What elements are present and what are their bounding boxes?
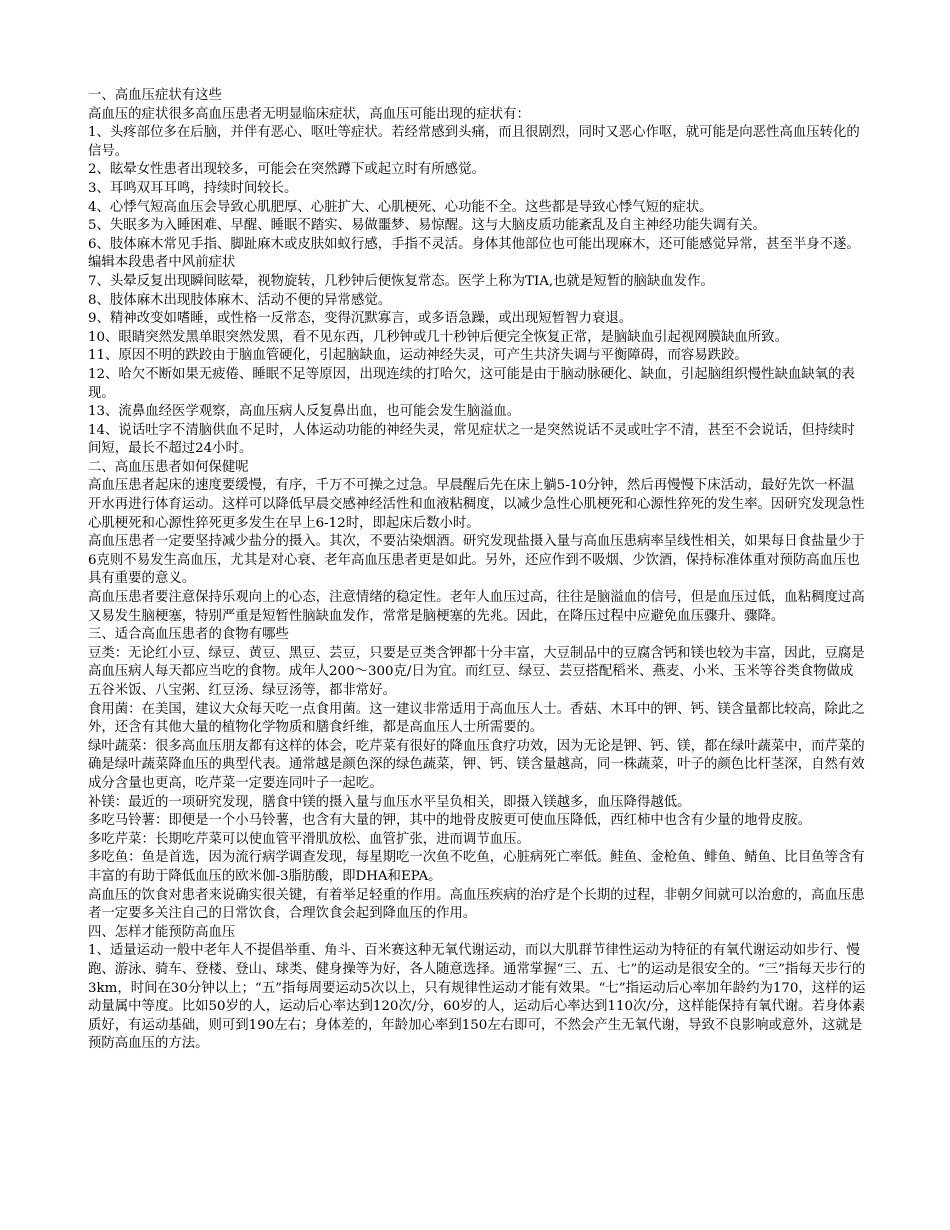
paragraph: 5、失眠多为入睡困难、早醒、睡眠不踏实、易做噩梦、易惊醒。这与大脑皮质功能紊乱及自主神经功能失调有关。 bbox=[88, 218, 767, 234]
paragraph: 高血压患者一定要坚持减少盐分的摄入。其次，不要沾染烟酒。研究发现盐摄入量与高血压患病率呈线性相关，如果每日食盐量少于6克则不易发生高血压，尤其是对心衰、老年高血压患者更是如此。另外，还应作到不吸烟、少饮酒，保持标准体重对预防高血压也具有重要的意义。 bbox=[88, 534, 865, 587]
paragraph: 1、适量运动一般中老年人不提倡举重、角斗、百米赛这种无氧代谢运动，而以大肌群节律性运动为特征的有氧代谢运动如步行、慢跑、游泳、骑车、登楼、登山、球类、健身操等为好，各人随意选择。通常掌握“三、五、七”的运动是很安全的。“三”指每天步行的3km，时间在30分钟以上；“五”指每周要运动5次以上，只有规律性运动才能有效果。“七”指运动后心率加年龄约为170，这样的运动量属中等度。比如50岁的人，运动后心率达到120次/分，60岁的人，运动后心率达到110次/分，这样能保持有氧代谢。若身体素质好，有运动基础，则可到190左右；身体差的，年龄加心率到150左右即可，不然会产生无氧代谢，导致不良影响或意外，这就是预防高血压的方法。 bbox=[88, 943, 866, 1052]
paragraph: 14、说话吐字不清脑供血不足时，人体运动功能的神经失灵，常见症状之一是突然说话不灵或吐字不清，甚至不会说话，但持续时间短，最长不超过24小时。 bbox=[88, 422, 855, 457]
paragraph: 11、原因不明的跌跤由于脑血管硬化，引起脑缺血，运动神经失灵，可产生共济失调与平衡障碍，而容易跌跤。 bbox=[88, 348, 748, 364]
paragraph: 高血压患者起床的速度要缓慢，有序，千万不可操之过急。早晨醒后先在床上躺5-10分钟，然后再慢慢下床活动，最好先饮一杯温开水再进行体育运动。这样可以降低早晨交感神经活性和血液粘稠度，以减少急性心肌梗死和心源性猝死的发生率。因研究发现急性心肌梗死和心源性猝死更多发生在早上6-12时，即起床后数小时。 bbox=[88, 478, 865, 531]
paragraph: 10、眼睛突然发黑单眼突然发黑，看不见东西，几秒钟或几十秒钟后便完全恢复正常，是脑缺血引起视网膜缺血所致。 bbox=[88, 329, 788, 345]
paragraph: 食用菌：在美国，建议大众每天吃一点食用菌。这一建议非常适用于高血压人士。香菇、木耳中的钾、钙、镁含量都比较高，除此之外，还含有其他大量的植物化学物质和膳食纤维，都是高血压人士所需要的。 bbox=[88, 701, 865, 736]
section-heading: 二、高血压患者如何保健呢 bbox=[88, 459, 249, 475]
paragraph: 多吃鱼：鱼是首选，因为流行病学调查发现，每星期吃一次鱼不吃鱼，心脏病死亡率低。鲑鱼、金枪鱼、鲱鱼、鲭鱼、比目鱼等含有丰富的有助于降低血压的欧米伽-3脂肪酸，即DHA和EPA。 bbox=[88, 850, 865, 884]
paragraph: 8、肢体麻木出现肢体麻木、活动不便的异常感觉。 bbox=[88, 292, 392, 308]
paragraph: 12、哈欠不断如果无疲倦、睡眠不足等原因，出现连续的打哈欠，这可能是由于脑动脉硬化、缺血，引起脑组织慢性缺血缺氧的表现。 bbox=[88, 366, 855, 401]
section-heading: 三、适合高血压患者的食物有哪些 bbox=[88, 627, 289, 643]
paragraph: 补镁：最近的一项研究发现，膳食中镁的摄入量与血压水平呈负相关，即摄入镁越多，血压降得越低。 bbox=[88, 794, 691, 810]
paragraph: 高血压的症状很多高血压患者无明显临床症状，高血压可能出现的症状有： bbox=[88, 106, 530, 122]
paragraph: 6、肢体麻木常见手指、脚趾麻木或皮肤如蚁行感，手指不灵活。身体其他部位也可能出现麻木，还可能感觉异常，甚至半身不遂。编辑本段患者中风前症状 bbox=[88, 236, 860, 271]
paragraph: 3、耳鸣双耳耳鸣，持续时间较长。 bbox=[88, 180, 298, 196]
paragraph: 多吃芹菜：长期吃芹菜可以使血管平滑肌放松、血管扩张，进而调节血压。 bbox=[88, 831, 530, 847]
paragraph: 7、头晕反复出现瞬间眩晕，视物旋转，几秒钟后便恢复常态。医学上称为TIA,也就是短暂的脑缺血发作。 bbox=[88, 273, 714, 289]
paragraph: 1、头疼部位多在后脑，并伴有恶心、呕吐等症状。若经常感到头痛，而且很剧烈，同时又恶心作呕，就可能是向恶性高血压转化的信号。 bbox=[88, 125, 860, 159]
section-heading: 一、高血压症状有这些 bbox=[88, 88, 222, 103]
paragraph: 9、精神改变如嗜睡，或性格一反常态，变得沉默寡言，或多语急躁，或出现短暂智力衰退。 bbox=[88, 311, 633, 327]
paragraph: 13、流鼻血经医学观察，高血压病人反复鼻出血，也可能会发生脑溢血。 bbox=[88, 404, 521, 420]
paragraph: 绿叶蔬菜：很多高血压朋友都有这样的体会，吃芹菜有很好的降血压食疗功效，因为无论是钾、钙、镁，都在绿叶蔬菜中，而芹菜的确是绿叶蔬菜降血压的典型代表。通常越是颜色深的绿色蔬菜，钾、钙、镁含量越高，同一株蔬菜，叶子的颜色比杆茎深，自然有效成分含量也更高，吃芹菜一定要连同叶子一起吃。 bbox=[88, 738, 865, 791]
paragraph: 4、心悸气短高血压会导致心肌肥厚、心脏扩大、心肌梗死、心功能不全。这些都是导致心悸气短的症状。 bbox=[88, 199, 713, 215]
section-heading: 四、怎样才能预防高血压 bbox=[88, 924, 236, 940]
paragraph: 高血压患者要注意保持乐观向上的心态，注意情绪的稳定性。老年人血压过高，往往是脑溢血的信号，但是血压过低，血粘稠度过高又易发生脑梗塞，特别严重是短暂性脑缺血发作，常常是脑梗塞的先兆。因此，在降压过程中应避免血压骤升、骤降。 bbox=[88, 590, 865, 624]
paragraph: 多吃马铃薯：即便是一个小马铃薯，也含有大量的钾，其中的地骨皮胺更可使血压降低，西红柿中也含有少量的地骨皮胺。 bbox=[88, 813, 812, 829]
paragraph: 豆类：无论红小豆、绿豆、黄豆、黑豆、芸豆，只要是豆类含钾都十分丰富，大豆制品中的豆腐含钙和镁也较为丰富，因此，豆腐是高血压病人每天都应当吃的食物。成年人200～300克/日为宜。而红豆、绿豆、芸豆搭配稻米、燕麦、小米、玉米等谷类食物做成五谷米饭、八宝粥、红豆汤、绿豆汤等，都非常好。 bbox=[88, 645, 865, 698]
paragraph: 2、眩晕女性患者出现较多，可能会在突然蹲下或起立时有所感觉。 bbox=[88, 162, 485, 178]
paragraph: 高血压的饮食对患者来说确实很关键，有着举足轻重的作用。高血压疾病的治疗是个长期的过程，非朝夕间就可以治愈的，高血压患者一定要多关注自己的日常饮食，合理饮食会起到降血压的作用。 bbox=[88, 887, 865, 922]
document-body bbox=[88, 87, 866, 1054]
